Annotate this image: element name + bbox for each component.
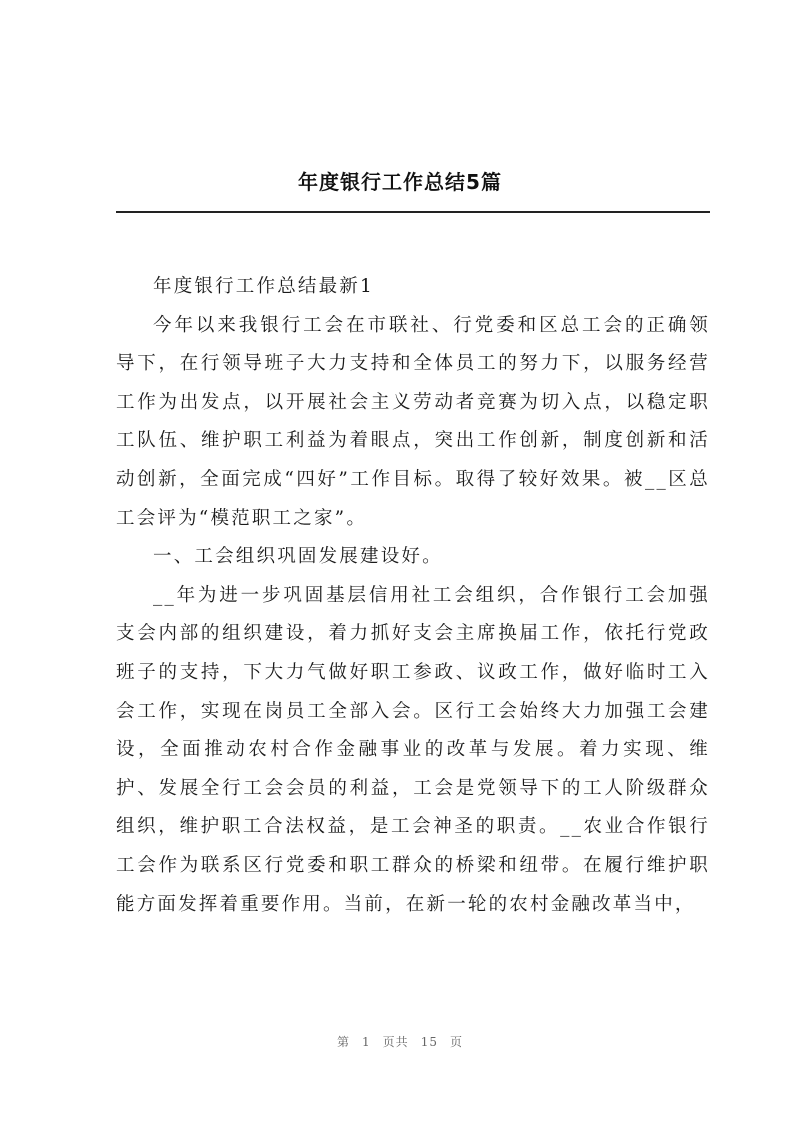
footer-total-pages: 15 — [420, 1035, 438, 1049]
paragraph-body: __年为进一步巩固基层信用社工会组织，合作银行工会加强支会内部的组织建设，着力抓好支会主席换届工作，依托行党政班子的支持，下大力气做好职工参政、议政工作，做好临时工入会工作，实现在岗员工全部入会。区行工会始终大力加强工会建设，全面推动农村合作金融事业的改革与发展。着力实现、维护、发展全行工会会员的利益，工会是党领导下的工人阶级群众组织，维护职工合法权益，是工会神圣的职责。__农业合作银行工会作为联系区行党委和职工群众的桥梁和纽带。在履行维护职能方面发挥着重要作用。当前，在新一轮的农村金融改革当中， — [116, 584, 710, 915]
footer-suffix: 页 — [449, 1035, 463, 1049]
footer-page-number: 1 — [362, 1035, 371, 1049]
paragraph-subheading: 一、工会组织巩固发展建设好。 — [153, 546, 443, 568]
document-title: 年度银行工作总结5篇 — [298, 170, 502, 194]
footer-prefix: 第 — [337, 1035, 351, 1049]
page-footer — [0, 1033, 800, 1050]
paragraph-intro: 今年以来我银行工会在市联社、行党委和区总工会的正确领导下，在行领导班子大力支持和全体员工的努力下，以服务经营工作为出发点，以开展社会主义劳动者竞赛为切入点，以稳定职工队伍、维护职工利益为着眼点，突出工作创新，制度创新和活动创新，全面完成“四好”工作目标。取得了较好效果。被__区总工会评为“模范职工之家”。 — [116, 314, 710, 529]
title-underline — [116, 211, 710, 213]
document-body — [116, 268, 710, 924]
section-heading: 年度银行工作总结最新1 — [153, 276, 374, 297]
footer-mid: 页共 — [382, 1035, 409, 1049]
